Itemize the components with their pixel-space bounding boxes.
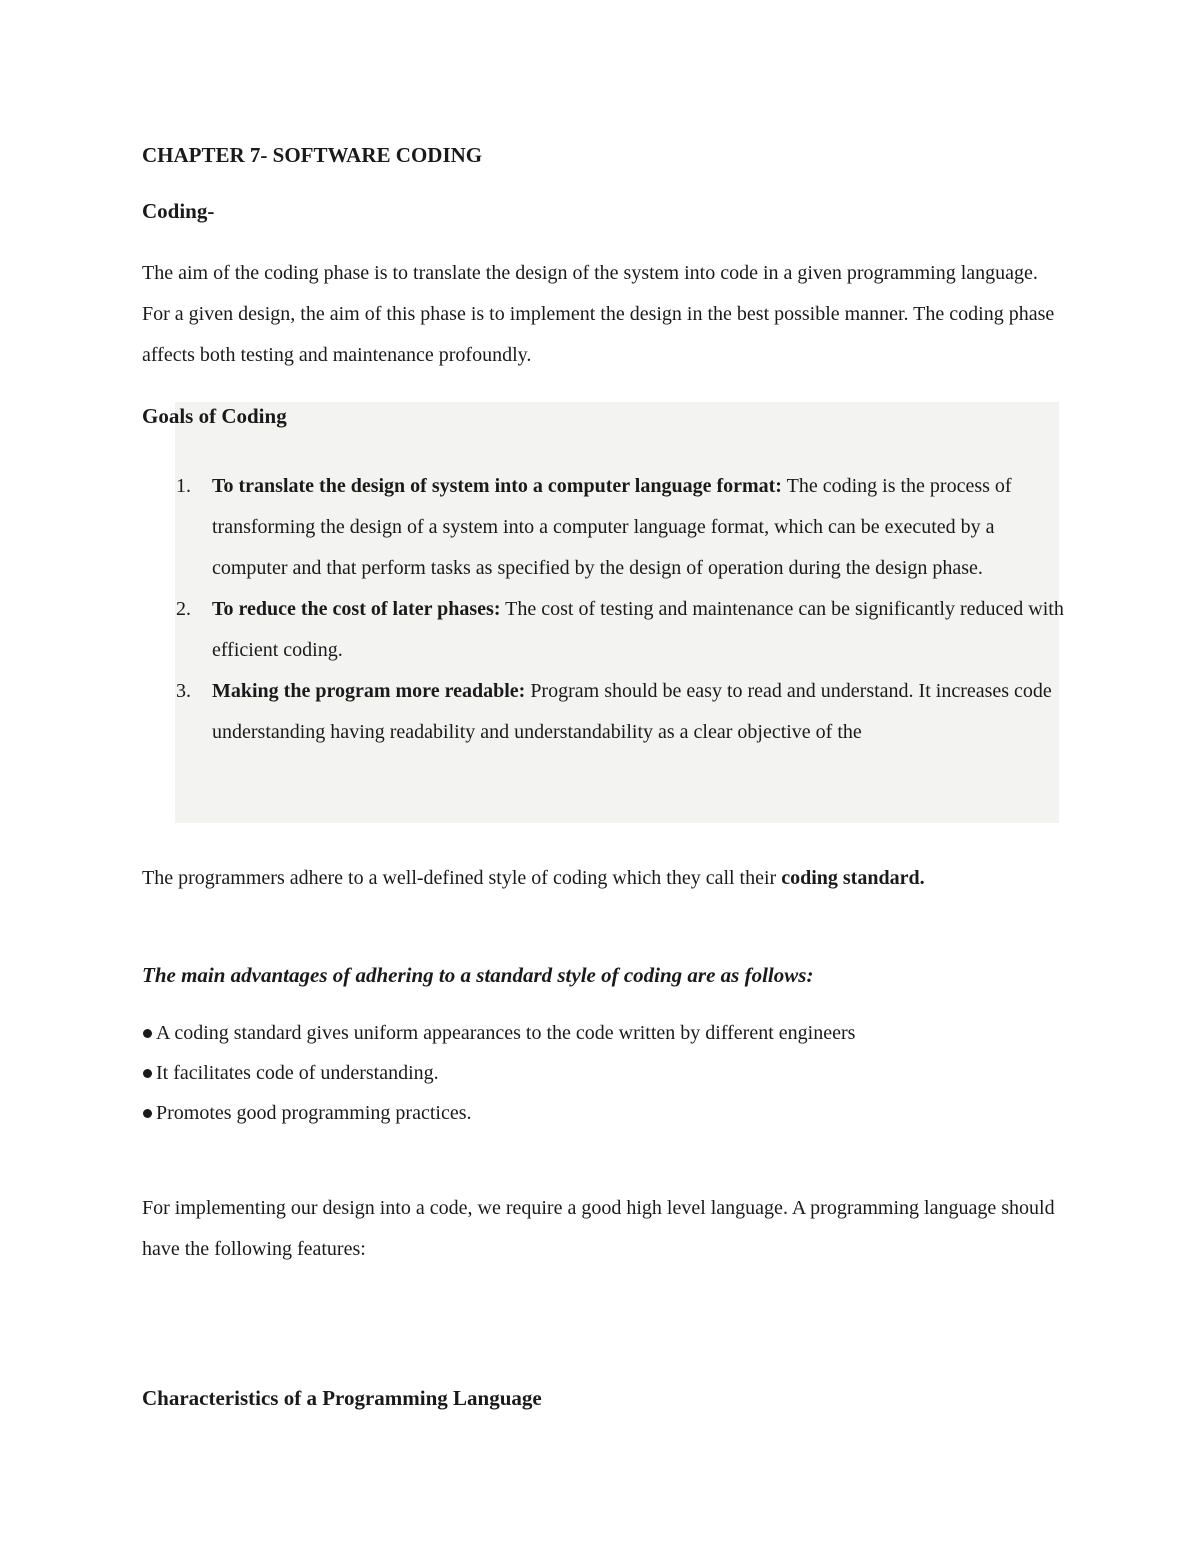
goal-bold-lead: To reduce the cost of later phases: [212,598,501,620]
goal-item [142,589,1066,671]
intro-paragraph: The aim of the coding phase is to translate the design of the system into code in a given programming language. For a given design, the aim of this phase is to implement the design in the best possible manner. The coding phase affects both testing and maintenance profoundly. [142,262,1055,366]
goal-text: The coding is the process of transforming the design of a system into a computer language format, which can be executed by a computer and that perform tasks as specified by the design of operation during the design phase. [212,475,1012,579]
advantages-heading: The main advantages of adhering to a standard style of coding are as follows: [142,963,814,987]
advantage-text: It facilitates code of understanding. [156,1062,439,1084]
advantage-item [142,1093,855,1133]
bullet-icon [143,1109,152,1118]
goals-heading: Goals of Coding [142,404,287,428]
advantage-item [142,1053,855,1093]
advantage-text: A coding standard gives uniform appearances to the code written by different engineers [156,1022,856,1044]
coding-standard-paragraph [142,858,1022,899]
goal-item [142,466,1066,589]
bullet-icon [143,1069,152,1078]
goal-text: The cost of testing and maintenance can be significantly reduced with efficient coding. [212,598,1064,661]
goal-number: 1. [176,475,191,497]
goal-number: 3. [176,680,191,702]
implementation-paragraph: For implementing our design into a code, we require a good high level language. A programming language should have the following features: [142,1197,1055,1260]
advantage-text: Promotes good programming practices. [156,1102,472,1124]
coding-standard-bold: coding standard. [781,867,925,889]
characteristics-heading: Characteristics of a Programming Language [142,1386,542,1410]
goal-bold-lead: Making the program more readable: [212,680,526,702]
bullet-icon [143,1029,152,1038]
goal-bold-lead: To translate the design of system into a computer language format: [212,475,782,497]
coding-standard-text: The programmers adhere to a well-defined style of coding which they call their [142,867,782,889]
goal-number: 2. [176,598,191,620]
goal-text: Program should be easy to read and understand. It increases code understanding having readability and understandability as a clear objective of the [212,680,1052,743]
goal-item [142,671,1066,753]
goals-list [142,466,1066,753]
coding-heading: Coding- [142,199,215,223]
chapter-title: CHAPTER 7- SOFTWARE CODING [142,143,483,167]
advantages-list [142,1013,855,1133]
advantage-item [142,1013,855,1053]
